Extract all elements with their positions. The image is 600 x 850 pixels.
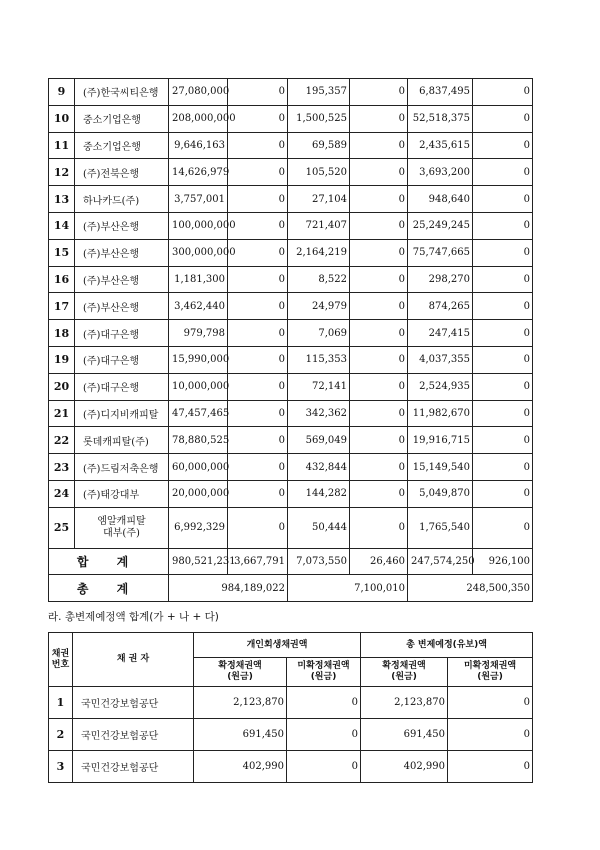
amount-cell: 298,270 bbox=[408, 266, 473, 293]
subtotal-amount: 926,100 bbox=[473, 548, 533, 575]
amount-cell: 0 bbox=[473, 105, 533, 132]
amount-cell: 7,069 bbox=[288, 320, 350, 347]
grandtotal-amount: 7,100,010 bbox=[288, 575, 408, 602]
amount-cell: 0 bbox=[228, 105, 288, 132]
amount-cell: 0 bbox=[473, 212, 533, 239]
row-number: 11 bbox=[49, 132, 75, 159]
table-row bbox=[49, 186, 533, 213]
amount-cell: 3,757,001 bbox=[169, 186, 228, 213]
amount-cell: 0 bbox=[228, 186, 288, 213]
amount-cell: 27,104 bbox=[288, 186, 350, 213]
amount-cell: 0 bbox=[473, 79, 533, 106]
creditor-name: 엠알캐피탈 대부(주) bbox=[75, 507, 169, 548]
amount-cell: 0 bbox=[473, 266, 533, 293]
amount-cell: 2,164,219 bbox=[288, 239, 350, 266]
creditor-name: (주)전북은행 bbox=[75, 159, 169, 186]
amount-cell: 691,450 bbox=[194, 719, 287, 751]
amount-cell: 0 bbox=[448, 719, 533, 751]
amount-cell: 6,992,329 bbox=[169, 507, 228, 548]
amount-cell: 75,747,665 bbox=[408, 239, 473, 266]
amount-cell: 0 bbox=[473, 132, 533, 159]
table-row bbox=[49, 266, 533, 293]
amount-cell: 25,249,245 bbox=[408, 212, 473, 239]
subtotal-amount: 3,667,791 bbox=[228, 548, 288, 575]
amount-cell: 0 bbox=[350, 132, 408, 159]
amount-cell: 300,000,000 bbox=[169, 239, 228, 266]
creditor-name: (주)드림저축은행 bbox=[75, 454, 169, 481]
amount-cell: 0 bbox=[228, 159, 288, 186]
subtotal-row bbox=[49, 548, 533, 575]
amount-cell: 144,282 bbox=[288, 480, 350, 507]
table-row bbox=[49, 719, 533, 751]
creditor-name: (주)디지비캐피탈 bbox=[75, 400, 169, 427]
creditor-name: 국민건강보험공단 bbox=[73, 751, 194, 783]
amount-cell: 0 bbox=[350, 454, 408, 481]
amount-cell: 402,990 bbox=[361, 751, 448, 783]
amount-cell: 0 bbox=[350, 400, 408, 427]
amount-cell: 47,457,465 bbox=[169, 400, 228, 427]
table-row bbox=[49, 79, 533, 106]
amount-cell: 195,357 bbox=[288, 79, 350, 106]
amount-cell: 0 bbox=[350, 346, 408, 373]
row-number: 18 bbox=[49, 320, 75, 347]
amount-cell: 4,037,355 bbox=[408, 346, 473, 373]
amount-cell: 0 bbox=[228, 239, 288, 266]
amount-cell: 208,000,000 bbox=[169, 105, 228, 132]
creditor-name: 하나카드(주) bbox=[75, 186, 169, 213]
amount-cell: 0 bbox=[350, 507, 408, 548]
amount-cell: 0 bbox=[228, 293, 288, 320]
amount-cell: 0 bbox=[473, 159, 533, 186]
amount-cell: 0 bbox=[350, 293, 408, 320]
amount-cell: 60,000,000 bbox=[169, 454, 228, 481]
row-number: 14 bbox=[49, 212, 75, 239]
subtotal-amount: 26,460 bbox=[350, 548, 408, 575]
header-fixed-2: 확정채권액 (원금) bbox=[361, 658, 448, 687]
amount-cell: 14,626,979 bbox=[169, 159, 228, 186]
amount-cell: 50,444 bbox=[288, 507, 350, 548]
amount-cell: 0 bbox=[228, 79, 288, 106]
amount-cell: 2,123,870 bbox=[194, 687, 287, 719]
amount-cell: 11,982,670 bbox=[408, 400, 473, 427]
amount-cell: 19,916,715 bbox=[408, 427, 473, 454]
amount-cell: 27,080,000 bbox=[169, 79, 228, 106]
amount-cell: 69,589 bbox=[288, 132, 350, 159]
amount-cell: 0 bbox=[228, 454, 288, 481]
header-total-repayment: 총 변제예정(유보)액 bbox=[361, 633, 533, 658]
grandtotal-label: 총 계 bbox=[49, 575, 169, 602]
amount-cell: 0 bbox=[473, 293, 533, 320]
amount-cell: 78,880,525 bbox=[169, 427, 228, 454]
row-number: 19 bbox=[49, 346, 75, 373]
subtotal-amount: 247,574,250 bbox=[408, 548, 473, 575]
row-number: 24 bbox=[49, 480, 75, 507]
header-fixed-1: 확정채권액 (원금) bbox=[194, 658, 287, 687]
amount-cell: 9,646,163 bbox=[169, 132, 228, 159]
amount-cell: 0 bbox=[350, 159, 408, 186]
amount-cell: 0 bbox=[473, 186, 533, 213]
header-creditor: 채 권 자 bbox=[73, 633, 194, 687]
table-row bbox=[49, 132, 533, 159]
subtotal-amount: 980,521,231 bbox=[169, 548, 228, 575]
row-number: 12 bbox=[49, 159, 75, 186]
creditor-name: (주)대구은행 bbox=[75, 320, 169, 347]
row-number: 15 bbox=[49, 239, 75, 266]
amount-cell: 247,415 bbox=[408, 320, 473, 347]
amount-cell: 105,520 bbox=[288, 159, 350, 186]
amount-cell: 0 bbox=[228, 266, 288, 293]
amount-cell: 1,500,525 bbox=[288, 105, 350, 132]
creditor-name: (주)부산은행 bbox=[75, 239, 169, 266]
amount-cell: 0 bbox=[228, 373, 288, 400]
amount-cell: 0 bbox=[228, 346, 288, 373]
amount-cell: 0 bbox=[228, 507, 288, 548]
header-unfixed-1: 미확정채권액 (원금) bbox=[287, 658, 361, 687]
creditor-name: 롯데캐피탈(주) bbox=[75, 427, 169, 454]
table-row bbox=[49, 373, 533, 400]
amount-cell: 0 bbox=[473, 346, 533, 373]
amount-cell: 0 bbox=[228, 400, 288, 427]
creditor-name: (주)태강대부 bbox=[75, 480, 169, 507]
row-number: 23 bbox=[49, 454, 75, 481]
amount-cell: 948,640 bbox=[408, 186, 473, 213]
table-row bbox=[49, 159, 533, 186]
table-row bbox=[49, 687, 533, 719]
amount-cell: 20,000,000 bbox=[169, 480, 228, 507]
amount-cell: 0 bbox=[473, 507, 533, 548]
total-repayment-table bbox=[48, 632, 533, 783]
amount-cell: 0 bbox=[350, 186, 408, 213]
table-row bbox=[49, 212, 533, 239]
row-number: 25 bbox=[49, 507, 75, 548]
amount-cell: 15,990,000 bbox=[169, 346, 228, 373]
amount-cell: 0 bbox=[350, 239, 408, 266]
amount-cell: 721,407 bbox=[288, 212, 350, 239]
table-row bbox=[49, 507, 533, 548]
amount-cell: 0 bbox=[350, 266, 408, 293]
table-row bbox=[49, 454, 533, 481]
amount-cell: 0 bbox=[350, 79, 408, 106]
section-title: 라. 총변제예정액 합계(가 + 나 + 다) bbox=[48, 611, 219, 623]
amount-cell: 0 bbox=[228, 480, 288, 507]
creditor-name: 국민건강보험공단 bbox=[73, 719, 194, 751]
amount-cell: 3,462,440 bbox=[169, 293, 228, 320]
amount-cell: 0 bbox=[287, 751, 361, 783]
amount-cell: 8,522 bbox=[288, 266, 350, 293]
table-row bbox=[49, 293, 533, 320]
amount-cell: 0 bbox=[473, 373, 533, 400]
row-number: 13 bbox=[49, 186, 75, 213]
row-number: 17 bbox=[49, 293, 75, 320]
creditor-name: (주)한국씨티은행 bbox=[75, 79, 169, 106]
amount-cell: 2,524,935 bbox=[408, 373, 473, 400]
amount-cell: 10,000,000 bbox=[169, 373, 228, 400]
amount-cell: 0 bbox=[228, 212, 288, 239]
creditor-name: 중소기업은행 bbox=[75, 132, 169, 159]
row-number: 16 bbox=[49, 266, 75, 293]
creditor-name: 중소기업은행 bbox=[75, 105, 169, 132]
amount-cell: 0 bbox=[287, 687, 361, 719]
amount-cell: 0 bbox=[473, 454, 533, 481]
creditor-name: (주)대구은행 bbox=[75, 346, 169, 373]
row-number: 2 bbox=[49, 719, 73, 751]
row-number: 9 bbox=[49, 79, 75, 106]
amount-cell: 2,123,870 bbox=[361, 687, 448, 719]
amount-cell: 0 bbox=[350, 480, 408, 507]
amount-cell: 874,265 bbox=[408, 293, 473, 320]
amount-cell: 0 bbox=[228, 132, 288, 159]
amount-cell: 0 bbox=[448, 687, 533, 719]
table-row bbox=[49, 480, 533, 507]
amount-cell: 115,353 bbox=[288, 346, 350, 373]
creditor-name: (주)부산은행 bbox=[75, 266, 169, 293]
amount-cell: 0 bbox=[350, 320, 408, 347]
amount-cell: 0 bbox=[473, 480, 533, 507]
grandtotal-amount: 248,500,350 bbox=[408, 575, 533, 602]
amount-cell: 24,979 bbox=[288, 293, 350, 320]
amount-cell: 0 bbox=[228, 320, 288, 347]
amount-cell: 0 bbox=[350, 427, 408, 454]
amount-cell: 0 bbox=[350, 212, 408, 239]
header-unfixed-2: 미확정채권액 (원금) bbox=[448, 658, 533, 687]
amount-cell: 72,141 bbox=[288, 373, 350, 400]
amount-cell: 2,435,615 bbox=[408, 132, 473, 159]
header-claim-number: 채권 번호 bbox=[49, 633, 73, 687]
amount-cell: 100,000,000 bbox=[169, 212, 228, 239]
row-number: 3 bbox=[49, 751, 73, 783]
row-number: 22 bbox=[49, 427, 75, 454]
amount-cell: 1,765,540 bbox=[408, 507, 473, 548]
table-row bbox=[49, 346, 533, 373]
table-row bbox=[49, 751, 533, 783]
amount-cell: 0 bbox=[228, 427, 288, 454]
amount-cell: 15,149,540 bbox=[408, 454, 473, 481]
amount-cell: 6,837,495 bbox=[408, 79, 473, 106]
amount-cell: 0 bbox=[350, 105, 408, 132]
amount-cell: 5,049,870 bbox=[408, 480, 473, 507]
creditor-name: (주)대구은행 bbox=[75, 373, 169, 400]
amount-cell: 0 bbox=[350, 373, 408, 400]
table-row bbox=[49, 427, 533, 454]
amount-cell: 0 bbox=[473, 400, 533, 427]
subtotal-label: 합 계 bbox=[49, 548, 169, 575]
amount-cell: 402,990 bbox=[194, 751, 287, 783]
amount-cell: 1,181,300 bbox=[169, 266, 228, 293]
amount-cell: 432,844 bbox=[288, 454, 350, 481]
amount-cell: 0 bbox=[448, 751, 533, 783]
grandtotal-amount: 984,189,022 bbox=[169, 575, 288, 602]
amount-cell: 569,049 bbox=[288, 427, 350, 454]
row-number: 21 bbox=[49, 400, 75, 427]
creditor-name: 국민건강보험공단 bbox=[73, 687, 194, 719]
row-number: 1 bbox=[49, 687, 73, 719]
amount-cell: 0 bbox=[473, 239, 533, 266]
table-row bbox=[49, 239, 533, 266]
row-number: 20 bbox=[49, 373, 75, 400]
row-number: 10 bbox=[49, 105, 75, 132]
table-row bbox=[49, 320, 533, 347]
amount-cell: 0 bbox=[473, 427, 533, 454]
header-personal-claims: 개인회생채권액 bbox=[194, 633, 361, 658]
table-row bbox=[49, 400, 533, 427]
grandtotal-row bbox=[49, 575, 533, 602]
amount-cell: 0 bbox=[473, 320, 533, 347]
amount-cell: 691,450 bbox=[361, 719, 448, 751]
amount-cell: 52,518,375 bbox=[408, 105, 473, 132]
amount-cell: 979,798 bbox=[169, 320, 228, 347]
amount-cell: 0 bbox=[287, 719, 361, 751]
creditor-name: (주)부산은행 bbox=[75, 212, 169, 239]
amount-cell: 342,362 bbox=[288, 400, 350, 427]
creditor-table bbox=[48, 78, 533, 602]
table-row bbox=[49, 105, 533, 132]
subtotal-amount: 7,073,550 bbox=[288, 548, 350, 575]
amount-cell: 3,693,200 bbox=[408, 159, 473, 186]
creditor-name: (주)부산은행 bbox=[75, 293, 169, 320]
